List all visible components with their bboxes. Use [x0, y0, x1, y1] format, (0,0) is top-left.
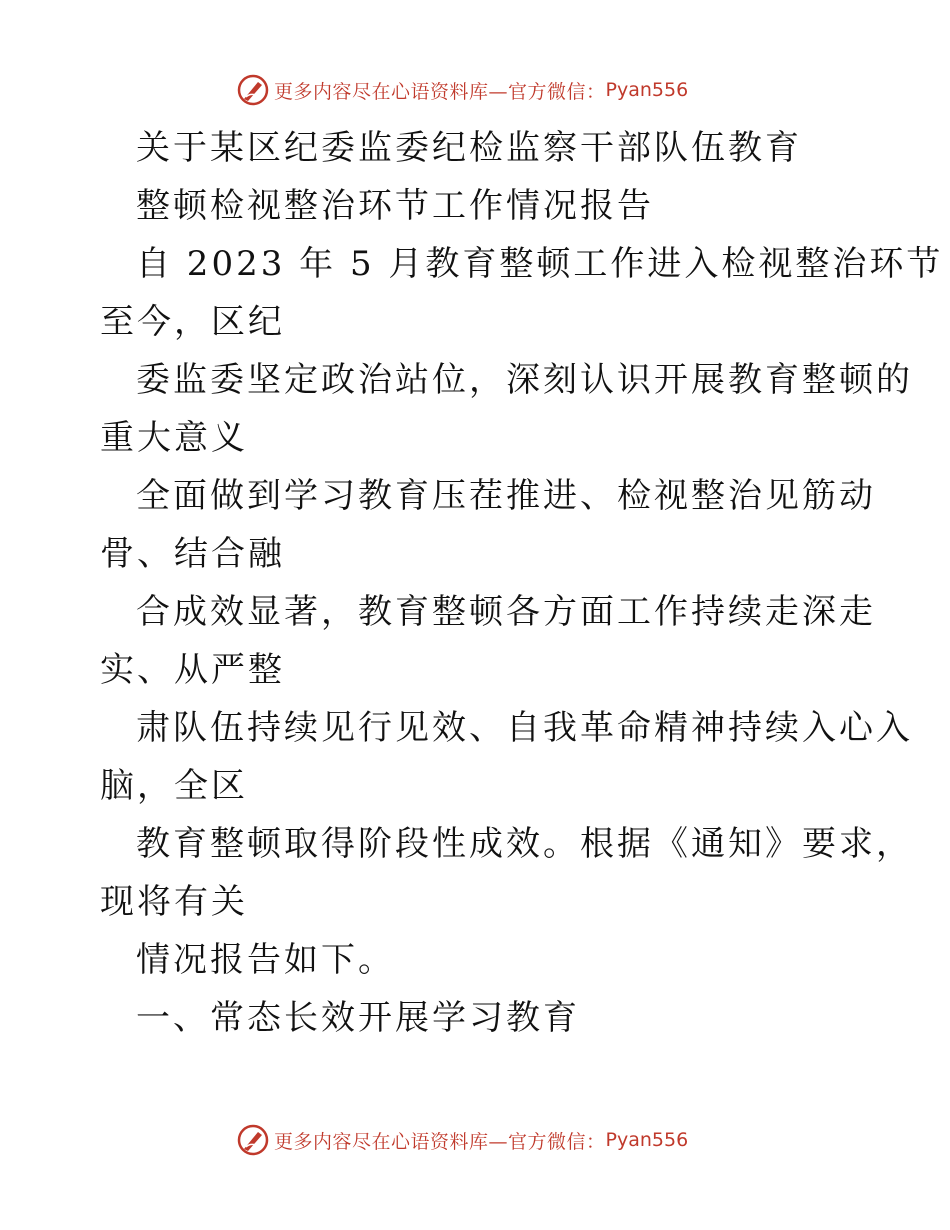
- watermark-text: 更多内容尽在心语资料库—官方微信：: [274, 1130, 606, 1153]
- paragraph-line: 教育整顿取得阶段性成效。根据《通知》要求，: [136, 824, 913, 864]
- paragraph-line: 骨、结合融: [100, 534, 285, 574]
- watermark-wechat-id: Pyan556: [605, 1129, 689, 1151]
- pen-circle-logo-icon: [236, 73, 270, 107]
- paragraph-line: 实、从严整: [100, 650, 285, 690]
- paragraph-line: 情况报告如下。: [136, 940, 395, 980]
- paragraph-line: 肃队伍持续见行见效、自我革命精神持续入心入: [136, 708, 913, 748]
- paragraph-line: 委监委坚定政治站位，深刻认识开展教育整顿的: [136, 360, 913, 400]
- pen-circle-logo-icon: [236, 1123, 270, 1157]
- paragraph-line: 现将有关: [100, 882, 248, 922]
- paragraph-line: 全面做到学习教育压茬推进、检视整治见筋动: [136, 476, 876, 516]
- paragraph-line: 合成效显著，教育整顿各方面工作持续走深走: [136, 592, 876, 632]
- paragraph-line: 自 2023 年 5 月教育整顿工作进入检视整治环节: [136, 244, 944, 284]
- watermark-footer: [236, 1122, 688, 1158]
- paragraph-line: 至今，区纪: [100, 302, 285, 342]
- paragraph-line: 重大意义: [100, 418, 248, 458]
- section-heading: 一、常态长效开展学习教育: [136, 998, 580, 1038]
- paragraph-line: 脑，全区: [100, 766, 248, 806]
- watermark-text: 更多内容尽在心语资料库—官方微信：: [274, 80, 606, 103]
- document-title-line-1: 关于某区纪委监委纪检监察干部队伍教育: [136, 128, 802, 168]
- watermark-header: [236, 72, 688, 108]
- document-title-line-2: 整顿检视整治环节工作情况报告: [136, 186, 654, 226]
- watermark-wechat-id: Pyan556: [605, 79, 689, 101]
